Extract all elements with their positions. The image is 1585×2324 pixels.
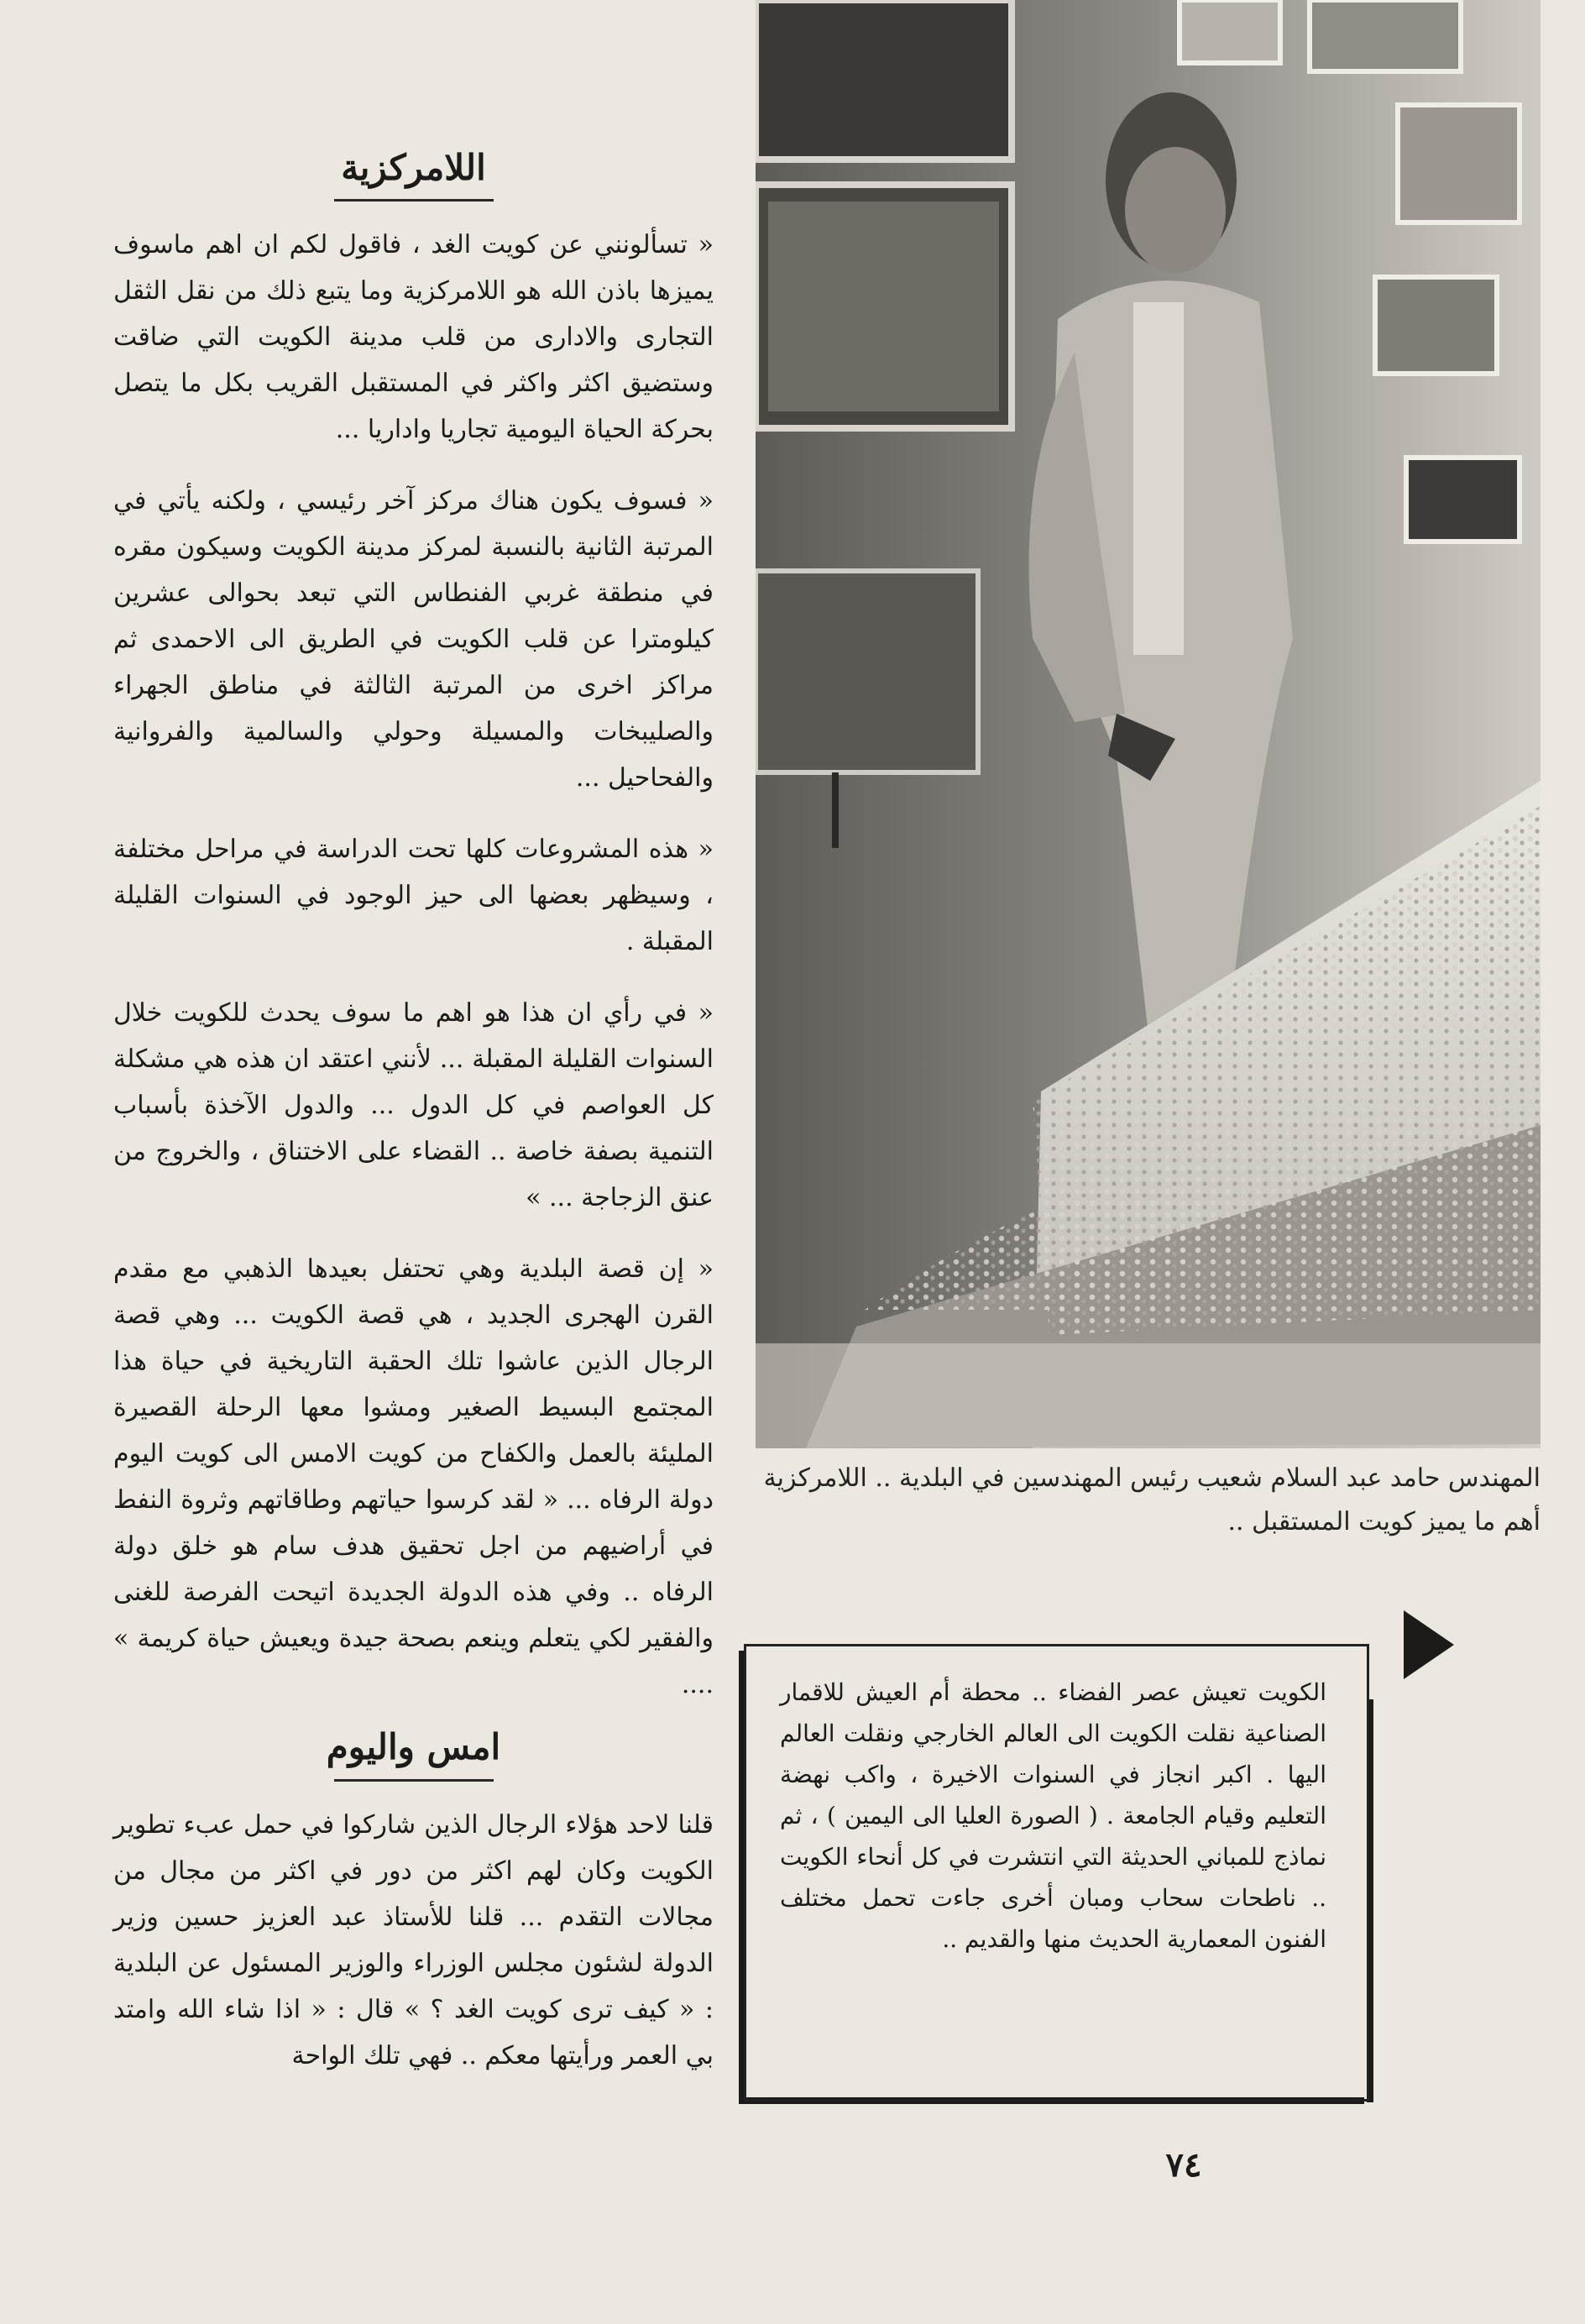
article-paragraph: « فسوف يكون هناك مركز آخر رئيسي ، ولكنه يأتي في المرتبة الثانية بالنسبة لمركز مدينة الكويت وسيكون مقره في منطقة غربي الفنطاس التي تبعد بحوالى عشرين كيلومترا عن قلب الكويت في الطريق الى الاحمدى ثم مراكز اخرى من المرتبة الثالثة في مناطق الجهراء والصليبخات والمسيلة وحولي والسالمية والفروانية والفحاحيل ...	[113, 486, 714, 793]
engineer-with-city-model-photo	[756, 0, 1541, 1448]
section-title-decentralization: اللامركزية	[341, 147, 486, 188]
article-paragraph: « إن قصة البلدية وهي تحتفل بعيدها الذهبي مع مقدم القرن الهجرى الجديد ، هي قصة الكويت ... وهي قصة الرجال الذين عاشوا تلك الحقبة التاريخية في حياة هذا المجتمع البسيط الصغير ومشوا معها الرحلة القصيرة المليئة بالعمل والكفاح من كويت الامس الى كويت اليوم دولة الرفاه ... « لقد كرسوا حياتهم وطاقاتهم وثروة النفط في أراضيهم من اجل تحقيق هدف سام هو خلق دولة الرفاه .. وفي هذه الدولة الجديدة اتيحت الفرصة للغنى والفقير لكي يتعلم وينعم بصحة جيدة ويعيش حياة كريمة » ....	[113, 1254, 714, 1700]
photo-illustration	[756, 0, 1541, 1448]
page-number: ٧٤	[1165, 2145, 1202, 2185]
article-paragraph: « في رأي ان هذا هو اهم ما سوف يحدث للكويت خلال السنوات القليلة المقبلة ... لأنني اعتقد ان هذه هي مشكلة كل العواصم في كل الدول ... والدول الآخذة بأسباب التنمية بصفة خاصة .. القضاء على الاختناق ، والخروج من عنق الزجاجة ... »	[113, 998, 714, 1213]
sidebar-note-text: الكويت تعيش عصر الفضاء .. محطة أم العيش للاقمار الصناعية نقلت الكويت الى العالم الخارجي ونقلت العالم اليها . اكبر انجاز في السنوات الاخيرة ، واكب نهضة التعليم وقيام الجامعة . ( الصورة العليا الى اليمين ) ، ثم نماذج للمباني الحديثة التي انتشرت في كل أنحاء الكويت .. ناطحات سحاب ومبان أخرى جاءت تحمل مختلف الفنون المعمارية الحديث منها والقديم ..	[780, 1678, 1326, 1953]
sidebar-note-box	[744, 1644, 1369, 2102]
article-paragraph: « تسألونني عن كويت الغد ، فاقول لكم ان اهم ماسوف يميزها باذن الله هو اللامركزية وما يتبع ذلك من نقل الثقل التجارى والادارى من قلب مدينة الكويت التي ضاقت وستضيق اكثر واكثر في المستقبل القريب بكل ما يتصل بحركة الحياة اليومية تجاريا واداريا ...	[113, 230, 714, 445]
photo-caption: المهندس حامد عبد السلام شعيب رئيس المهندسين في البلدية .. اللامركزية أهم ما يميز كويت المستقبل ..	[763, 1463, 1541, 1536]
article-paragraph: قلنا لاحد هؤلاء الرجال الذين شاركوا في حمل عبء تطوير الكويت وكان لهم اكثر من دور في اكثر من مجال من مجالات التقدم ... قلنا للأستاذ عبد العزيز حسين وزير الدولة لشئون مجلس الوزراء والوزير المسئول عن البلدية : « كيف ترى كويت الغد ؟ » قال : « اذا شاء الله وامتد بي العمر ورأيتها معكم .. فهي تلك الواحة	[113, 1809, 714, 2070]
title-underline	[334, 199, 494, 202]
article-paragraph: « هذه المشروعات كلها تحت الدراسة في مراحل مختلفة ، وسيظهر بعضها الى حيز الوجود في السنوات القليلة المقبلة .	[113, 835, 714, 957]
article-text-column	[113, 147, 714, 2104]
title-underline	[334, 1779, 494, 1782]
arrow-head-icon	[1404, 1610, 1454, 1679]
section-title-past-and-present: امس واليوم	[326, 1726, 501, 1768]
